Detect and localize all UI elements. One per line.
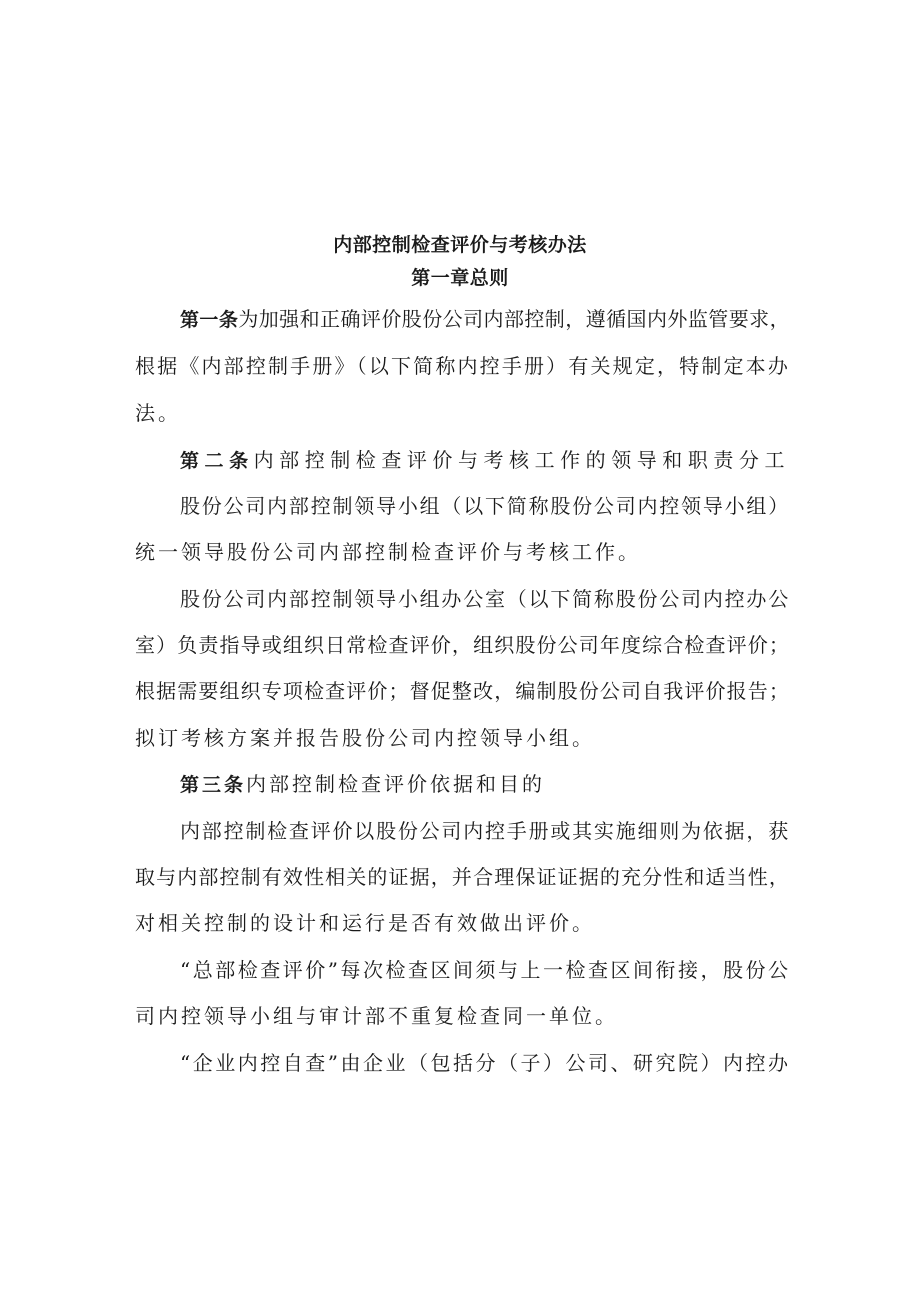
article-3-heading: 内部控制检查评价依据和目的 — [246, 772, 546, 796]
article-2-p2-line-1: 股份公司内部控制领导小组办公室（以下简称股份公司内控办公 — [180, 587, 790, 611]
article-1-label: 第一条 — [180, 309, 239, 331]
article-2-label: 第二条 — [180, 450, 254, 472]
article-3-p1-line-1: 内部控制检查评价以股份公司内控手册或其实施细则为依据，获 — [180, 819, 790, 843]
article-1-line-3: 法。 — [135, 401, 181, 425]
chapter-heading: 第一章总则 — [411, 267, 509, 289]
article-1-text: 为加强和正确评价股份公司内部控制，遵循国内外监管要求， — [238, 307, 791, 331]
article-2-p2-line-4: 拟订考核方案并报告股份公司内控领导小组。 — [135, 726, 595, 750]
article-2-p2-line-2: 室）负责指导或组织日常检查评价，组织股份公司年度综合检查评价； — [135, 633, 790, 657]
article-2-line-1 — [180, 446, 790, 475]
article-2-p1-line-2: 统一领导股份公司内部控制检查评价与考核工作。 — [135, 540, 641, 564]
article-2-p2-line-3: 根据需要组织专项检查评价；督促整改，编制股份公司自我评价报告； — [135, 679, 790, 703]
article-3-p2-line-2: 司内控领导小组与审计部不重复检查同一单位。 — [135, 1004, 618, 1028]
article-3-p1-line-3: 对相关控制的设计和运行是否有效做出评价。 — [135, 911, 595, 935]
article-3-p1-line-2: 取与内部控制有效性相关的证据，并合理保证证据的充分性和适当性， — [135, 865, 790, 889]
article-2-heading: 内部控制检查评价与考核工作的领导和职责分工 — [253, 448, 791, 472]
article-1-line-2: 根据《内部控制手册》（以下简称内控手册）有关规定，特制定本办 — [135, 354, 790, 378]
article-1-line-1 — [180, 305, 790, 334]
article-3-p3-line-1: “企业内控自查”由企业（包括分（子）公司、研究院）内控办 — [180, 1051, 791, 1075]
article-3-p2-line-1: “总部检查评价”每次检查区间须与上一检查区间衔接，股份公 — [180, 958, 791, 982]
document-title: 内部控制检查评价与考核办法 — [333, 234, 587, 256]
article-3-label: 第三条 — [180, 774, 247, 796]
article-3-line-1 — [180, 770, 545, 799]
article-2-p1-line-1: 股份公司内部控制领导小组（以下简称股份公司内控领导小组） — [180, 494, 790, 518]
